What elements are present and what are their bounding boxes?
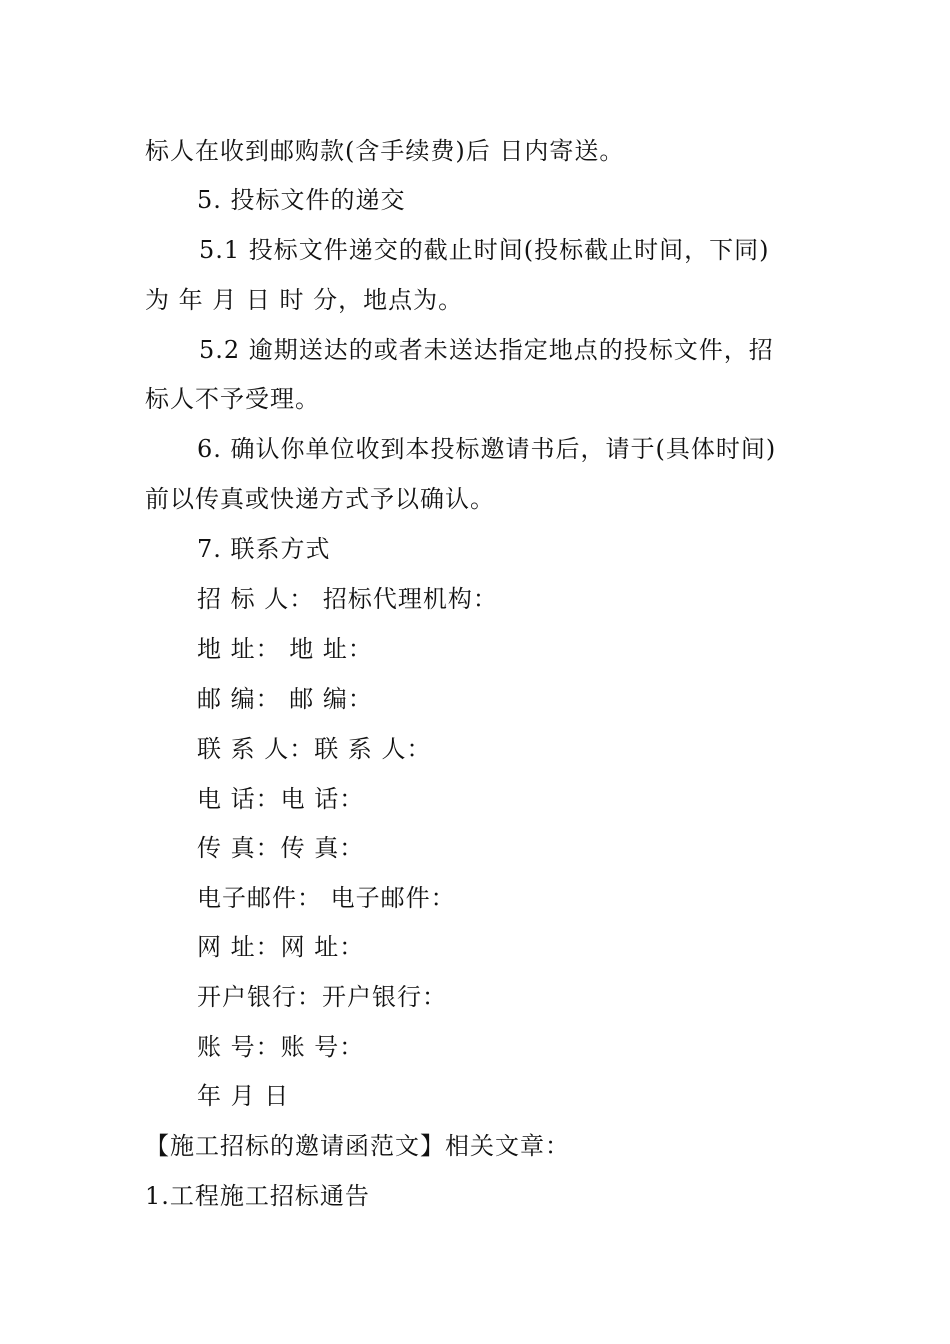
paragraph-line: 5.1 投标文件递交的截止时间(投标截止时间，下同): [199, 236, 770, 264]
contact-line: 邮 编： 邮 编：: [197, 685, 373, 713]
related-article-link[interactable]: 1.工程施工招标通告: [145, 1182, 370, 1210]
date-line: 年 月 日: [197, 1082, 290, 1110]
contact-line: 网 址：网 址：: [197, 933, 365, 961]
contact-line: 电子邮件： 电子邮件：: [197, 884, 456, 912]
section-heading: 5. 投标文件的递交: [197, 186, 406, 214]
paragraph-line: 前以传真或快递方式予以确认。: [145, 485, 495, 513]
paragraph-line: 5.2 逾期送达的或者未送达指定地点的投标文件，招: [199, 336, 774, 364]
contact-line: 开户银行：开户银行：: [197, 983, 447, 1011]
paragraph-line: 标人不予受理。: [145, 385, 320, 413]
contact-line: 电 话：电 话：: [197, 785, 365, 813]
paragraph-line: 为 年 月 日 时 分，地点为。: [145, 286, 464, 314]
contact-line: 账 号：账 号：: [197, 1033, 365, 1061]
related-articles-heading: 【施工招标的邀请函范文】相关文章：: [145, 1132, 570, 1160]
contact-line: 招 标 人： 招标代理机构：: [197, 585, 498, 613]
contact-line: 地 址： 地 址：: [197, 635, 373, 663]
contact-line: 联 系 人：联 系 人：: [197, 735, 432, 763]
paragraph-line: 6. 确认你单位收到本投标邀请书后，请于(具体时间): [197, 435, 777, 463]
contact-line: 传 真：传 真：: [197, 834, 365, 862]
section-heading: 7. 联系方式: [197, 535, 331, 563]
paragraph-line: 标人在收到邮购款(含手续费)后 日内寄送。: [145, 137, 625, 165]
